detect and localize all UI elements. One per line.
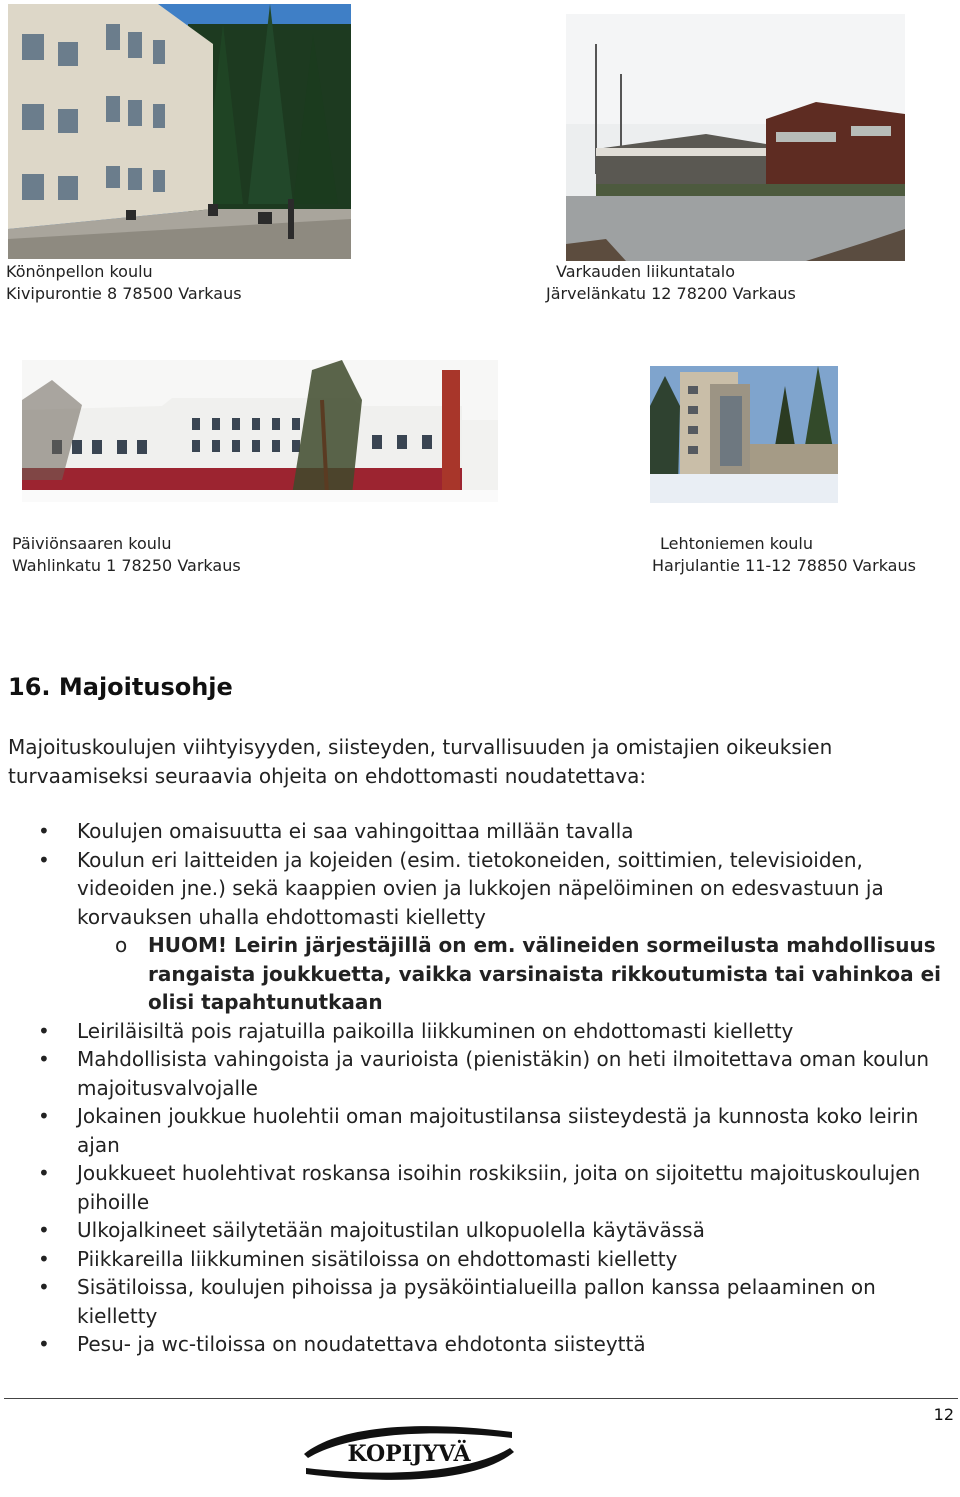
- section-heading: 16. Majoitusohje: [8, 673, 233, 701]
- list-item: • Sisätiloissa, koulujen pihoissa ja pysäköintialueilla pallon kanssa pelaaminen on kielletty: [38, 1275, 876, 1328]
- list-item: • Joukkueet huolehtivat roskansa isoihin roskiksiin, joita on sijoitettu majoituskoulujen pihoille: [38, 1161, 921, 1214]
- caption-school2-address: Järvelänkatu 12 78200 Varkaus: [546, 284, 796, 303]
- photo-varkauden-liikuntatalo: [566, 14, 905, 261]
- sub-list: [77, 931, 952, 1017]
- footer-divider: [4, 1398, 958, 1399]
- list-item: • Koulujen omaisuutta ei saa vahingoittaa millään tavalla: [38, 819, 634, 843]
- list-item: • Jokainen joukkue huolehtii oman majoitustilansa siisteydestä ja kunnosta koko leirin ajan: [38, 1104, 919, 1157]
- list-item: • Koulun eri laitteiden ja kojeiden (esim. tietokoneiden, soittimien, televisioiden, videoiden jne.) sekä kaappien ovien ja lukkojen näpelöiminen on edesvastuun ja korvauksen uhalla ehdottomasti kielletty o HUOM! Leirin järjestäjillä on em. välineiden sormeilusta mahdollisuus rangaista joukkuetta, vaikka varsinaista rikkoutumista tai vahinkoa ei olisi tapahtunutkaan: [0, 846, 952, 1017]
- caption-school3-name: Päiviönsaaren koulu: [12, 534, 172, 553]
- list-item: • Leiriläisiltä pois rajatuilla paikoilla liikkuminen on ehdottomasti kielletty: [38, 1018, 794, 1043]
- photo-kononpellon-koulu: [8, 4, 351, 259]
- caption-school2-name: Varkauden liikuntatalo: [556, 262, 736, 281]
- photo-lehtoniemen-koulu: [650, 366, 838, 503]
- rules-list: [0, 817, 960, 1359]
- caption-school4-name: Lehtoniemen koulu: [660, 534, 813, 553]
- caption-school4-address: Harjulantie 11-12 78850 Varkaus: [652, 556, 916, 575]
- list-item: • Pesu- ja wc-tiloissa on noudatettava ehdotonta siisteyttä: [38, 1332, 646, 1356]
- section-intro: Majoituskoulujen viihtyisyyden, siisteyden, turvallisuuden ja omistajien oikeuksien turvaamiseksi seuraavia ohjeita on ehdottomasti noudatettava:: [8, 735, 833, 788]
- caption-school1-name: Könönpellon koulu: [6, 262, 153, 281]
- caption-school1-address: Kivipurontie 8 78500 Varkaus: [6, 284, 242, 303]
- list-item: • Ulkojalkineet säilytetään majoitustilan ulkopuolella käytävässä: [38, 1218, 705, 1242]
- list-item: • Mahdollisista vahingoista ja vaurioista (pienistäkin) on heti ilmoitettava oman koulun majoitusvalvojalle: [38, 1047, 930, 1100]
- kopijyva-logo: [298, 1418, 520, 1488]
- list-item: • Piikkareilla liikkuminen sisätiloissa on ehdottomasti kielletty: [38, 1246, 678, 1271]
- sub-list-item: o HUOM! Leirin järjestäjillä on em. välineiden sormeilusta mahdollisuus rangaista joukkuetta, vaikka varsinaista rikkoutumista tai vahinkoa ei olisi tapahtunutkaan: [115, 933, 942, 1014]
- photo-paivionsaaren-koulu: [22, 360, 498, 502]
- caption-school3-address: Wahlinkatu 1 78250 Varkaus: [12, 556, 241, 575]
- page-number: 12: [933, 1405, 954, 1424]
- logo-text: KOPIJYVÄ: [347, 1441, 471, 1467]
